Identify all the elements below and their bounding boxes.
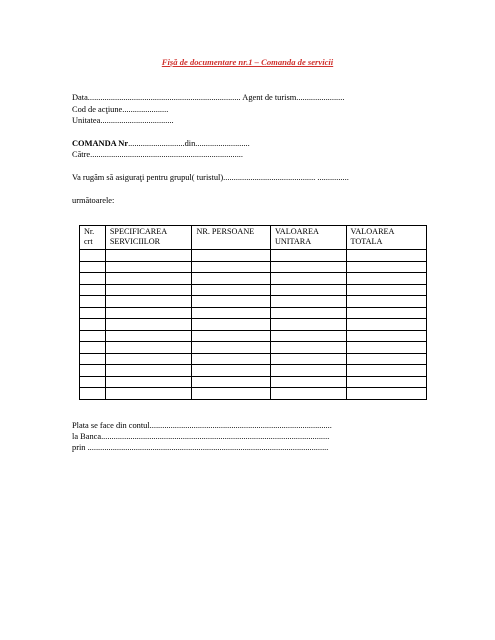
header-valoarea-totala: VALOAREA TOTALA	[346, 226, 427, 250]
table-cell[interactable]	[105, 319, 192, 331]
table-cell[interactable]	[270, 319, 346, 331]
table-header-row	[80, 226, 427, 250]
table-cell[interactable]	[80, 365, 106, 377]
document-title: Fișă de documentare nr.1 – Comanda de servicii	[161, 57, 334, 67]
table-cell[interactable]	[270, 353, 346, 365]
table-cell[interactable]	[105, 273, 192, 285]
date-line	[72, 93, 344, 103]
table-cell[interactable]	[270, 342, 346, 354]
table-row	[80, 342, 427, 354]
table-cell[interactable]	[105, 250, 192, 262]
header-valoarea-unitara: VALOAREA UNITARA	[270, 226, 346, 250]
action-code-field: Cod de acţiune......................	[72, 105, 169, 114]
table-cell[interactable]	[105, 342, 192, 354]
agent-field: Agent de turism.......................	[242, 93, 345, 102]
table-cell[interactable]	[270, 388, 346, 400]
recipient-field: Către.........................................................................	[72, 150, 243, 159]
table-cell[interactable]	[346, 342, 427, 354]
table-cell[interactable]	[192, 353, 270, 365]
table-cell[interactable]	[346, 296, 427, 308]
table-cell[interactable]	[346, 273, 427, 285]
table-cell[interactable]	[80, 307, 106, 319]
table-cell[interactable]	[80, 261, 106, 273]
services-table	[79, 225, 427, 400]
order-line	[72, 139, 250, 149]
table-cell[interactable]	[192, 307, 270, 319]
table-cell[interactable]	[80, 319, 106, 331]
table-row	[80, 376, 427, 388]
table-cell[interactable]	[346, 319, 427, 331]
table-row	[80, 319, 427, 331]
table-body	[80, 250, 427, 400]
header-specificarea: SPECIFICAREA SERVICIILOR	[105, 226, 192, 250]
table-row	[80, 330, 427, 342]
table-cell[interactable]	[270, 365, 346, 377]
table-cell[interactable]	[105, 376, 192, 388]
table-cell[interactable]	[105, 296, 192, 308]
table-cell[interactable]	[105, 330, 192, 342]
table-cell[interactable]	[80, 273, 106, 285]
order-label: COMANDA Nr	[72, 139, 129, 148]
table-cell[interactable]	[105, 284, 192, 296]
table-cell[interactable]	[80, 388, 106, 400]
table-row	[80, 261, 427, 273]
table-row	[80, 250, 427, 262]
table-row	[80, 307, 427, 319]
table-cell[interactable]	[270, 261, 346, 273]
table-cell[interactable]	[192, 342, 270, 354]
table-cell[interactable]	[80, 330, 106, 342]
table-cell[interactable]	[346, 307, 427, 319]
table-cell[interactable]	[192, 388, 270, 400]
table-cell[interactable]	[192, 273, 270, 285]
table-row	[80, 284, 427, 296]
order-number-field: ...........................din..........................	[128, 139, 250, 148]
table-cell[interactable]	[192, 330, 270, 342]
table-cell[interactable]	[346, 330, 427, 342]
table-cell[interactable]	[346, 365, 427, 377]
table-cell[interactable]	[346, 388, 427, 400]
bank-field: la Banca.............................................................................................................	[72, 432, 330, 441]
table-cell[interactable]	[192, 296, 270, 308]
table-cell[interactable]	[80, 284, 106, 296]
following-label: următoarele:	[72, 196, 115, 205]
unit-field: Unitatea...................................	[72, 116, 174, 125]
header-nr-persoane: NR. PERSOANE	[192, 226, 270, 250]
table-row	[80, 353, 427, 365]
table-cell[interactable]	[346, 261, 427, 273]
table-cell[interactable]	[80, 353, 106, 365]
table-cell[interactable]	[270, 284, 346, 296]
table-cell[interactable]	[270, 376, 346, 388]
via-field: prin ...................................................................................................................	[72, 443, 329, 452]
date-field: Data.........................................................................	[72, 93, 241, 102]
table-row	[80, 273, 427, 285]
table-cell[interactable]	[346, 250, 427, 262]
table-cell[interactable]	[192, 261, 270, 273]
header-nr-crt: Nr. crt	[80, 226, 106, 250]
table-cell[interactable]	[105, 261, 192, 273]
table-cell[interactable]	[105, 307, 192, 319]
table-cell[interactable]	[192, 376, 270, 388]
table-cell[interactable]	[270, 273, 346, 285]
table-cell[interactable]	[80, 250, 106, 262]
table-cell[interactable]	[270, 296, 346, 308]
table-cell[interactable]	[192, 284, 270, 296]
table-cell[interactable]	[192, 250, 270, 262]
table-cell[interactable]	[346, 376, 427, 388]
table-cell[interactable]	[270, 250, 346, 262]
table-cell[interactable]	[270, 307, 346, 319]
table-cell[interactable]	[80, 296, 106, 308]
table-row	[80, 365, 427, 377]
table-cell[interactable]	[192, 365, 270, 377]
table-row	[80, 296, 427, 308]
table-cell[interactable]	[105, 365, 192, 377]
table-cell[interactable]	[105, 353, 192, 365]
table-cell[interactable]	[346, 284, 427, 296]
table-cell[interactable]	[270, 330, 346, 342]
table-row	[80, 388, 427, 400]
table-cell[interactable]	[80, 376, 106, 388]
payment-account-field: Plata se face din contul.......................................................................................	[72, 421, 332, 430]
table-cell[interactable]	[105, 388, 192, 400]
table-cell[interactable]	[80, 342, 106, 354]
table-cell[interactable]	[192, 319, 270, 331]
request-line: Va rugăm să asiguraţi pentru grupul( turistul)............................................ ...............	[72, 173, 349, 182]
table-cell[interactable]	[346, 353, 427, 365]
